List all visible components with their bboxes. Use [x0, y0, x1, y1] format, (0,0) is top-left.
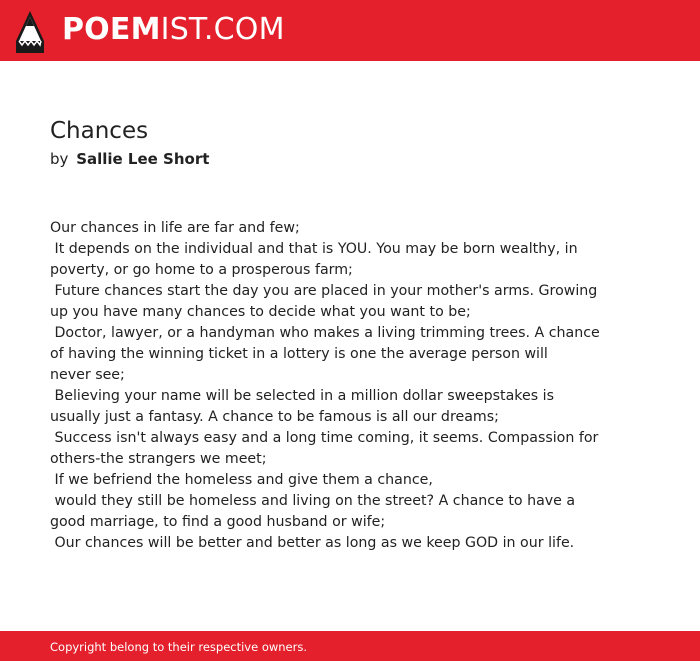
site-logo[interactable] — [62, 12, 285, 48]
pencil-tip-icon — [16, 11, 44, 53]
poem-line: poverty, or go home to a prosperous farm; — [50, 262, 353, 278]
poem-line: Believing your name will be selected in a million dollar sweepstakes is — [50, 388, 554, 404]
poem-line: good marriage, to find a good husband or wife; — [50, 514, 386, 530]
site-footer — [0, 631, 700, 661]
author-name: Sallie Lee Short — [76, 150, 210, 168]
logo-bold-text: POEM — [62, 12, 161, 47]
poem-line: Success isn't always easy and a long time coming, it seems. Compassion for — [50, 430, 599, 446]
poem-line: usually just a fantasy. A chance to be famous is all our dreams; — [50, 409, 499, 425]
poem-line: It depends on the individual and that is YOU. You may be born wealthy, in — [50, 241, 578, 257]
site-header — [0, 0, 700, 61]
poem-line: others-the strangers we meet; — [50, 451, 267, 467]
byline — [50, 148, 209, 170]
poem-line: If we befriend the homeless and give them a chance, — [50, 472, 433, 488]
poem-line: up you have many chances to decide what you want to be; — [50, 304, 471, 320]
poem-line: would they still be homeless and living on the street? A chance to have a — [50, 493, 576, 509]
poem-title: Chances — [50, 118, 149, 144]
poem-body — [50, 218, 600, 554]
poem-line: Our chances will be better and better as long as we keep GOD in our life. — [50, 535, 575, 551]
poem-line: Our chances in life are far and few; — [50, 220, 300, 236]
by-label: by — [50, 150, 69, 168]
logo-light-text: IST.COM — [160, 12, 285, 47]
copyright-text: Copyright belong to their respective owners. — [50, 640, 308, 654]
poem-line: never see; — [50, 367, 125, 383]
poem-line: Future chances start the day you are placed in your mother's arms. Growing — [50, 283, 598, 299]
poem-line: Doctor, lawyer, or a handyman who makes a living trimming trees. A chance — [50, 325, 600, 341]
poem-line: of having the winning ticket in a lottery is one the average person will — [50, 346, 548, 362]
